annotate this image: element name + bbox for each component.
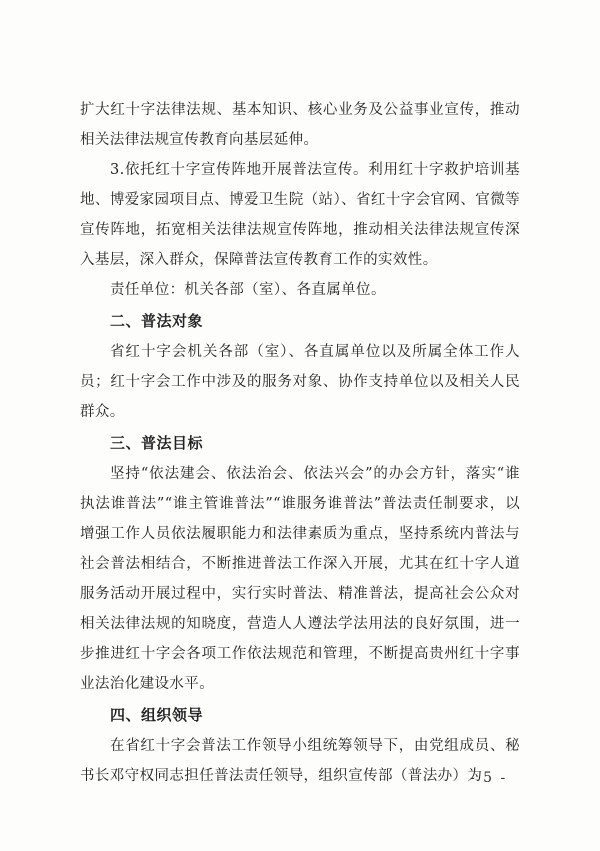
section-heading-4: 四、组织领导 [110, 706, 204, 724]
section-heading-3: 三、普法目标 [110, 434, 204, 452]
paragraph-continuation: 扩大红十字法律法规、基本知识、核心业务及公益事业宣传，推动相关法律法规宣传教育向基层延伸。 [80, 102, 520, 148]
paragraph-audience: 省红十字会机关各部（室）、各直属单位以及所属全体工作人员；红十字会工作中涉及的服务对象、协作支持单位以及相关人民群众。 [80, 344, 520, 420]
section-heading-2: 二、普法对象 [110, 312, 204, 330]
paragraph-item-3: 3.依托红十字宣传阵地开展普法宣传。利用红十字救护培训基地、博爱家园项目点、博爱卫生院（站）、省红十字会官网、官微等宣传阵地，拓宽相关法律法规宣传阵地，推动相关法律法规宣传深入基层，深入群众，保障普法宣传教育工作的实效性。 [80, 162, 520, 268]
paragraph-responsibility: 责任单位：机关各部（室）、各直属单位。 [110, 282, 386, 298]
paragraph-goals: 坚持“依法建会、依法治会、依法兴会”的办会方针，落实“谁执法谁普法”“谁主管谁普法”“谁服务谁普法”普法责任制要求，以增强工作人员依法履职能力和法律素质为重点，坚持系统内普法与社会普法相结合，不断推进普法工作深入开展，尤其在红十字人道服务活动开展过程中，实行实时普法、精准普法，提高社会公众对相关法律法规的知晓度，营造人人遵法学法用法的良好氛围，进一步推进红十字会各项工作依法规范和管理，不断提高贵州红十字事业法治化建设水平。 [80, 466, 520, 692]
document-body [80, 95, 520, 791]
paragraph-leadership: 在省红十字会普法工作领导小组统筹领导下，由党组成员、秘书长邓守权同志担任普法责任领导，组织宣传部（普法办）为 [80, 738, 520, 784]
page-number: - 5 - [470, 770, 508, 786]
